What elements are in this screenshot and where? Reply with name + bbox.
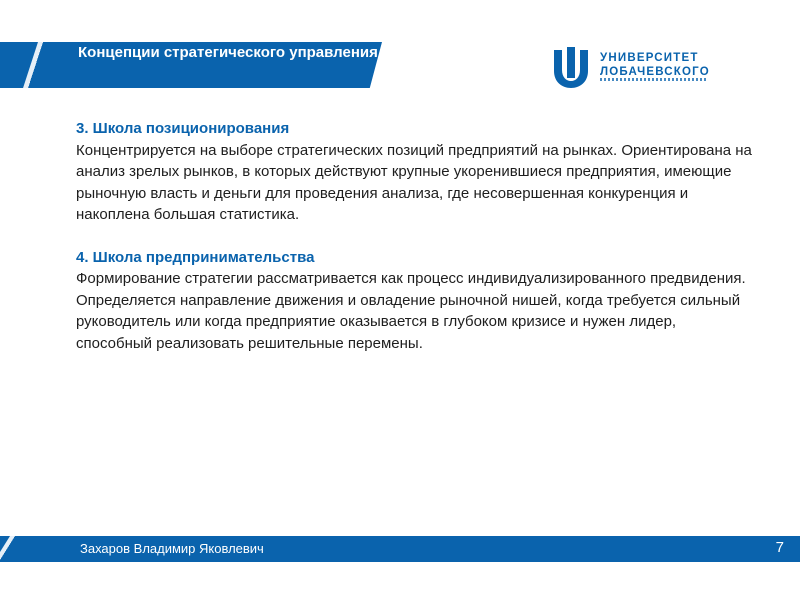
section-body-positioning: Концентрируется на выборе стратегических позиций предприятий на рынках. Ориентирована на анализ зрелых рынков, в которых действуют крупные укоренившиеся предприятия, имеющие рыночную власть и деньги для проведения анализа, где несовершенная конкуренция и накоплена большая статистика. <box>76 141 752 223</box>
logo-wordmark <box>600 51 710 79</box>
footer-author: Захаров Владимир Яковлевич <box>80 541 264 556</box>
section-gap <box>76 226 756 247</box>
unn-logo-icon <box>548 44 594 90</box>
slide-content <box>76 118 756 354</box>
logo-line-2: ЛОБАЧЕВСКОГО <box>600 66 710 78</box>
slide-title: Концепции стратегического управления <box>78 44 378 61</box>
university-logo <box>548 44 718 90</box>
logo-subline-decoration <box>600 78 708 81</box>
page-number: 7 <box>775 539 784 556</box>
logo-line-1: УНИВЕРСИТЕТ <box>600 52 699 64</box>
section-title-positioning: 3. Школа позиционирования <box>76 120 290 137</box>
section-body-entrepreneurship: Формирование стратегии рассматривается как процесс индивидуализированного предвидения. Определяется направление движения и овладение рыночной нишей, когда требуется сильный руководитель или когда предприятие оказывается в глубоком кризисе и нужен лидер, способный реализовать решительные перемены. <box>76 270 746 352</box>
section-title-entrepreneurship: 4. Школа предпринимательства <box>76 248 315 266</box>
